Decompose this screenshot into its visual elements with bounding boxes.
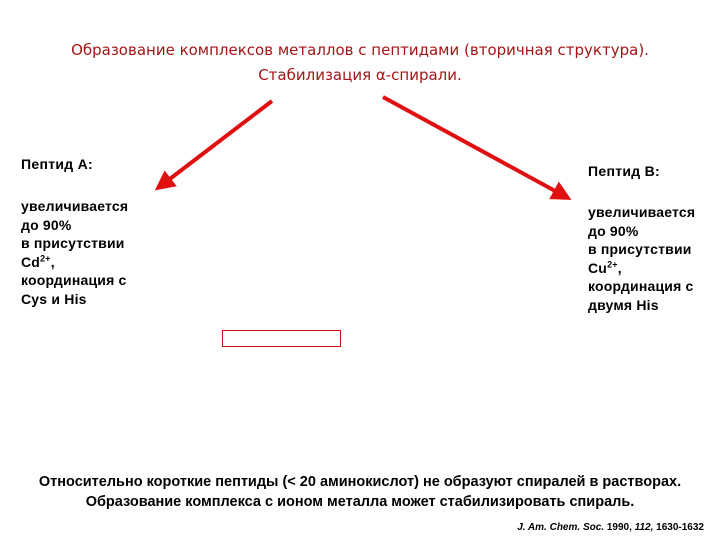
peptide-a-line-5: координация с: [21, 272, 127, 288]
empty-red-frame: [222, 330, 341, 347]
peptide-a-line-2: до 90%: [21, 216, 72, 233]
peptide-b-line-6: двумя His: [588, 296, 659, 313]
peptide-b-description: [588, 203, 695, 314]
title-line-2: Стабилизация α-спирали.: [258, 66, 462, 84]
peptide-b-charge: 2+: [607, 258, 618, 269]
arrow-to-peptide-a: [158, 101, 272, 188]
peptide-b-metal-line: [588, 259, 695, 278]
reference-year: 1990,: [606, 522, 632, 533]
peptide-a-line-1: увеличивается: [21, 198, 129, 214]
peptide-b-line-2: до 90%: [588, 222, 639, 239]
peptide-a-metal-line: [21, 253, 128, 272]
peptide-a-label: Пептид А:: [21, 156, 94, 172]
peptide-a-description: [21, 197, 128, 308]
peptide-a-metal: Cd: [21, 253, 41, 270]
peptide-b-line-1: увеличивается: [588, 204, 696, 220]
literature-reference: [517, 522, 704, 533]
peptide-a-line-3: в присутствии: [21, 235, 125, 251]
conclusion-line-2: Образование комплекса с ионом металла может стабилизировать спираль.: [85, 494, 635, 510]
peptide-b-label: Пептид В:: [588, 163, 661, 179]
peptide-b-line-3: в присутствии: [588, 241, 692, 257]
peptide-b-metal-suffix: ,: [617, 259, 622, 276]
peptide-a-line-6: Cys и His: [21, 290, 87, 307]
arrow-to-peptide-b: [383, 97, 568, 198]
conclusion-line-1: Относительно короткие пептиды (< 20 аминокислот) не образуют спиралей в растворах.: [38, 474, 682, 490]
title-line-1: Образование комплексов металлов с пептидами (вторичная структура).: [71, 41, 649, 59]
reference-pages: 1630-1632: [656, 522, 704, 533]
conclusion-text: [0, 472, 720, 512]
peptide-a-charge: 2+: [40, 252, 51, 263]
peptide-a-metal-suffix: ,: [50, 253, 55, 270]
peptide-b-line-5: координация с: [588, 278, 694, 294]
reference-journal: J. Am. Chem. Soc.: [517, 522, 605, 533]
peptide-b-metal: Cu: [588, 259, 608, 276]
reference-volume: 112,: [634, 522, 654, 533]
